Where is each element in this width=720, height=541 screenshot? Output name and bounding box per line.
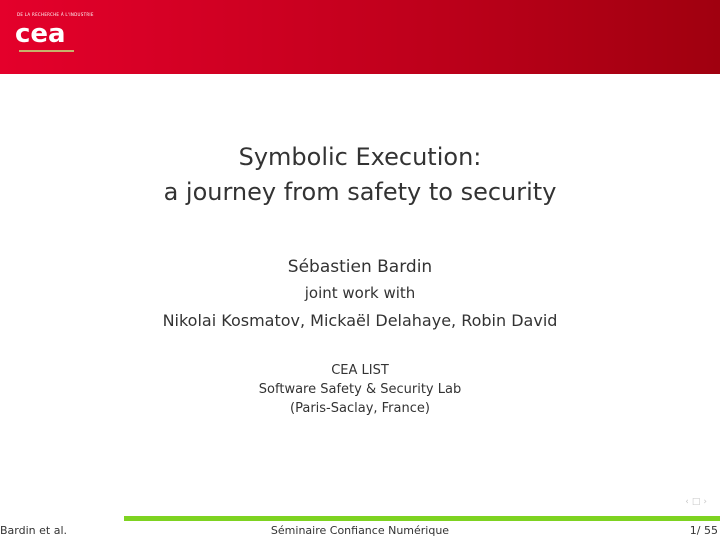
footer-accent-bar	[124, 516, 720, 521]
author-name: Sébastien Bardin	[287, 257, 433, 277]
right-arrow-icon[interactable]: ›	[703, 497, 710, 507]
logo-text: cea	[15, 20, 66, 49]
left-arrow-icon[interactable]: ‹	[685, 497, 692, 507]
title-line-2: a journey from safety to security	[163, 178, 557, 206]
footer-authors: Bardin et al.	[0, 524, 67, 537]
frame-icon[interactable]: □	[691, 497, 704, 507]
institution-name: CEA LIST	[331, 363, 389, 378]
slide-title	[0, 140, 720, 210]
institution-location: (Paris-Saclay, France)	[290, 401, 430, 416]
title-line-1: Symbolic Execution:	[238, 143, 482, 171]
footer-page-number: 1/ 55	[689, 524, 718, 537]
header-bar	[0, 0, 720, 74]
cea-logo	[15, 20, 77, 54]
institution-lab: Software Safety & Security Lab	[258, 382, 462, 397]
footer-event: Séminaire Confiance Numérique	[270, 524, 450, 537]
logo-tagline: DE LA RECHERCHE À L'INDUSTRIE	[17, 12, 94, 17]
coauthors: Nikolai Kosmatov, Mickaël Delahaye, Robin David	[162, 311, 558, 330]
joint-work-label: joint work with	[304, 284, 416, 302]
institution	[0, 361, 720, 418]
slide-navigation	[685, 497, 710, 507]
